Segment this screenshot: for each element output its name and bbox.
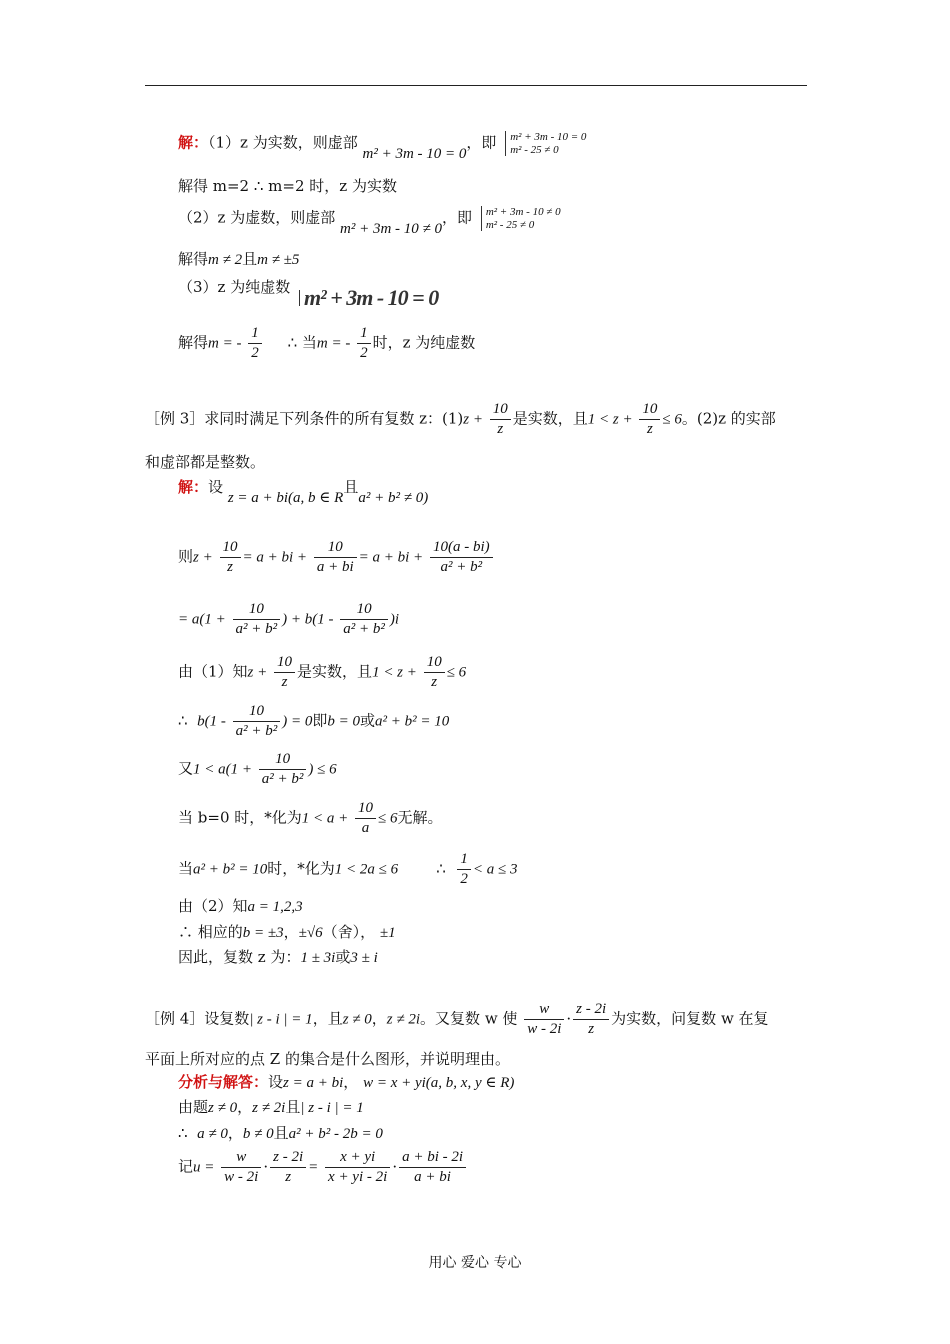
fraction: $\frac{x + yi}{x + yi - 2i}$ — [325, 1150, 390, 1185]
example-3-line-1: ［例 3］求同时满足下列条件的所有复数 z：(1)z + $\frac{10}{z}$ 是实数，且1 < z + $\frac{10}{z}$ ≤ 6。(2)z 的实部 — [145, 401, 776, 437]
step-3: = a(1 + $\frac{10}{\text{a² + b²}}$ ) + b(1 - $\frac{10}{\text{a² + b²}}$ )i — [178, 601, 400, 637]
fraction: $\frac{10}{a}$ — [355, 801, 376, 836]
fraction: $\frac{w}{w - 2i}$ — [221, 1150, 261, 1185]
fraction: $\frac{10}{\text{a² + b²}}$ — [233, 704, 281, 739]
step-6: 又1 < a(1 + $\frac{10}{\text{a² + b²}}$ ) ≤ 6 — [178, 751, 337, 787]
equation-system: m² + 3m - 10 ≠ 0 m² - 25 ≠ 0 — [481, 206, 561, 231]
solution-line-5: （3）z 为纯虚数 m² + 3m - 10 = 0 — [178, 278, 439, 311]
step-2: 则z + $\frac{10}{z}$ = a + bi + $\frac{10}{a + bi}$ = a + bi + $\frac{10(a - bi)}{\text{a² + b²}}$ — [178, 540, 495, 575]
fraction: $\frac{10}{z}$ — [220, 540, 241, 575]
equation: m² + 3m - 10 = 0 — [362, 145, 467, 162]
answer-2: 由题z ≠ 0，z ≠ 2i且| z - i | = 1 — [178, 1098, 364, 1116]
step-9: 由（2）知a = 1,2,3 — [178, 897, 303, 915]
equation: m² + 3m - 10 ≠ 0 — [340, 220, 443, 237]
fraction: $\frac{10}{\text{a² + b²}}$ — [259, 752, 307, 787]
step-5: ∴ b(1 - $\frac{10}{\text{a² + b²}}$ ) = 0即b = 0或a² + b² = 10 — [178, 703, 450, 739]
fraction: $\frac{10}{\text{a² + b²}}$ — [233, 602, 281, 637]
step-7: 当 b=0 时，*化为1 < a + $\frac{10}{a}$ ≤ 6无解。 — [178, 800, 443, 836]
fraction: $\frac{10}{z}$ — [424, 655, 445, 690]
example-4-line-1: ［例 4］设复数| z - i | = 1，且z ≠ 0，z ≠ 2i。又复数 w 使 $\frac{w}{w - 2i}$ · $\frac{z - 2i}{z}$ 为实数，问复数 w 在复 — [145, 1001, 769, 1037]
step-11: 因此，复数 z 为：1 ± 3i或3 ± i — [178, 948, 378, 966]
fraction: $\frac{1}{2}$ — [457, 852, 471, 887]
fraction: $\frac{1}{2}$ — [248, 326, 262, 361]
fraction: $\frac{10(a - bi)}{\text{a² + b²}}$ — [430, 540, 493, 575]
solution-line-4: 解得m ≠ 2且m ≠ ±5 — [178, 250, 300, 268]
solution-label: 解： — [178, 133, 209, 152]
equation-system: m² + 3m - 10 = 0 — [299, 290, 438, 305]
answer-4: 记u = $\frac{w}{w - 2i}$ · $\frac{z - 2i}{z}$ = $\frac{x + yi}{x + yi - 2i}$ · $\frac{a + bi - 2i}{a + bi}$ — [178, 1150, 468, 1185]
page-footer: 用心 爱心 专心 — [428, 1255, 522, 1271]
answer-3: ∴ a ≠ 0，b ≠ 0且a² + b² - 2b = 0 — [178, 1124, 383, 1142]
example-4-line-2: 平面上所对应的点 Z 的集合是什么图形，并说明理由。 — [145, 1050, 510, 1068]
step-4: 由（1）知z + $\frac{10}{z}$ 是实数，且1 < z + $\frac{10}{z}$ ≤ 6 — [178, 654, 467, 690]
fraction: $\frac{10}{z}$ — [639, 402, 660, 437]
solution-line-1: 解：（1）z 为实数，则虚部 m² + 3m - 10 = 0，即 m² + 3m - 10 = 0 m² - 25 ≠ 0 — [178, 131, 587, 162]
fraction: $\frac{10}{z}$ — [274, 655, 295, 690]
solution-line-2: 解得 m=2 ∴ m=2 时，z 为实数 — [178, 177, 397, 195]
step-1: 解：设 z = a + bi(a, b ∈ R且a² + b² ≠ 0) — [178, 478, 429, 506]
fraction: $\frac{w}{w - 2i}$ — [524, 1002, 564, 1037]
fraction: $\frac{z - 2i}{z}$ — [270, 1150, 306, 1185]
step-10: ∴ 相应的b = ±3，±√6（舍）， ±1 — [178, 923, 396, 941]
answer-1: 分析与解答：设z = a + bi， w = x + yi(a, b, x, y ∈ R) — [178, 1073, 515, 1091]
fraction: $\frac{10}{\text{a² + b²}}$ — [340, 602, 388, 637]
step-8: 当a² + b² = 10时，*化为1 < 2a ≤ 6 ∴ $\frac{1}{2}$ < a ≤ 3 — [178, 851, 518, 887]
fraction: $\frac{1}{2}$ — [357, 326, 371, 361]
equation-system: m² + 3m - 10 = 0 m² - 25 ≠ 0 — [505, 131, 586, 156]
example-3-line-2: 和虚部都是整数。 — [145, 453, 266, 471]
fraction: $\frac{10}{z}$ — [490, 402, 511, 437]
solution-line-6: 解得m = - $\frac{1}{2}$ ∴ 当m = - $\frac{1}{2}$ 时，z 为纯虚数 — [178, 325, 476, 361]
fraction: $\frac{a + bi - 2i}{a + bi}$ — [399, 1150, 466, 1185]
fraction: $\frac{z - 2i}{z}$ — [573, 1002, 609, 1037]
solution-line-3: （2）z 为虚数，则虚部 m² + 3m - 10 ≠ 0，即 m² + 3m - 10 ≠ 0 m² - 25 ≠ 0 — [178, 206, 561, 237]
header-rule — [145, 85, 807, 86]
fraction: $\frac{10}{a + bi}$ — [314, 540, 357, 575]
